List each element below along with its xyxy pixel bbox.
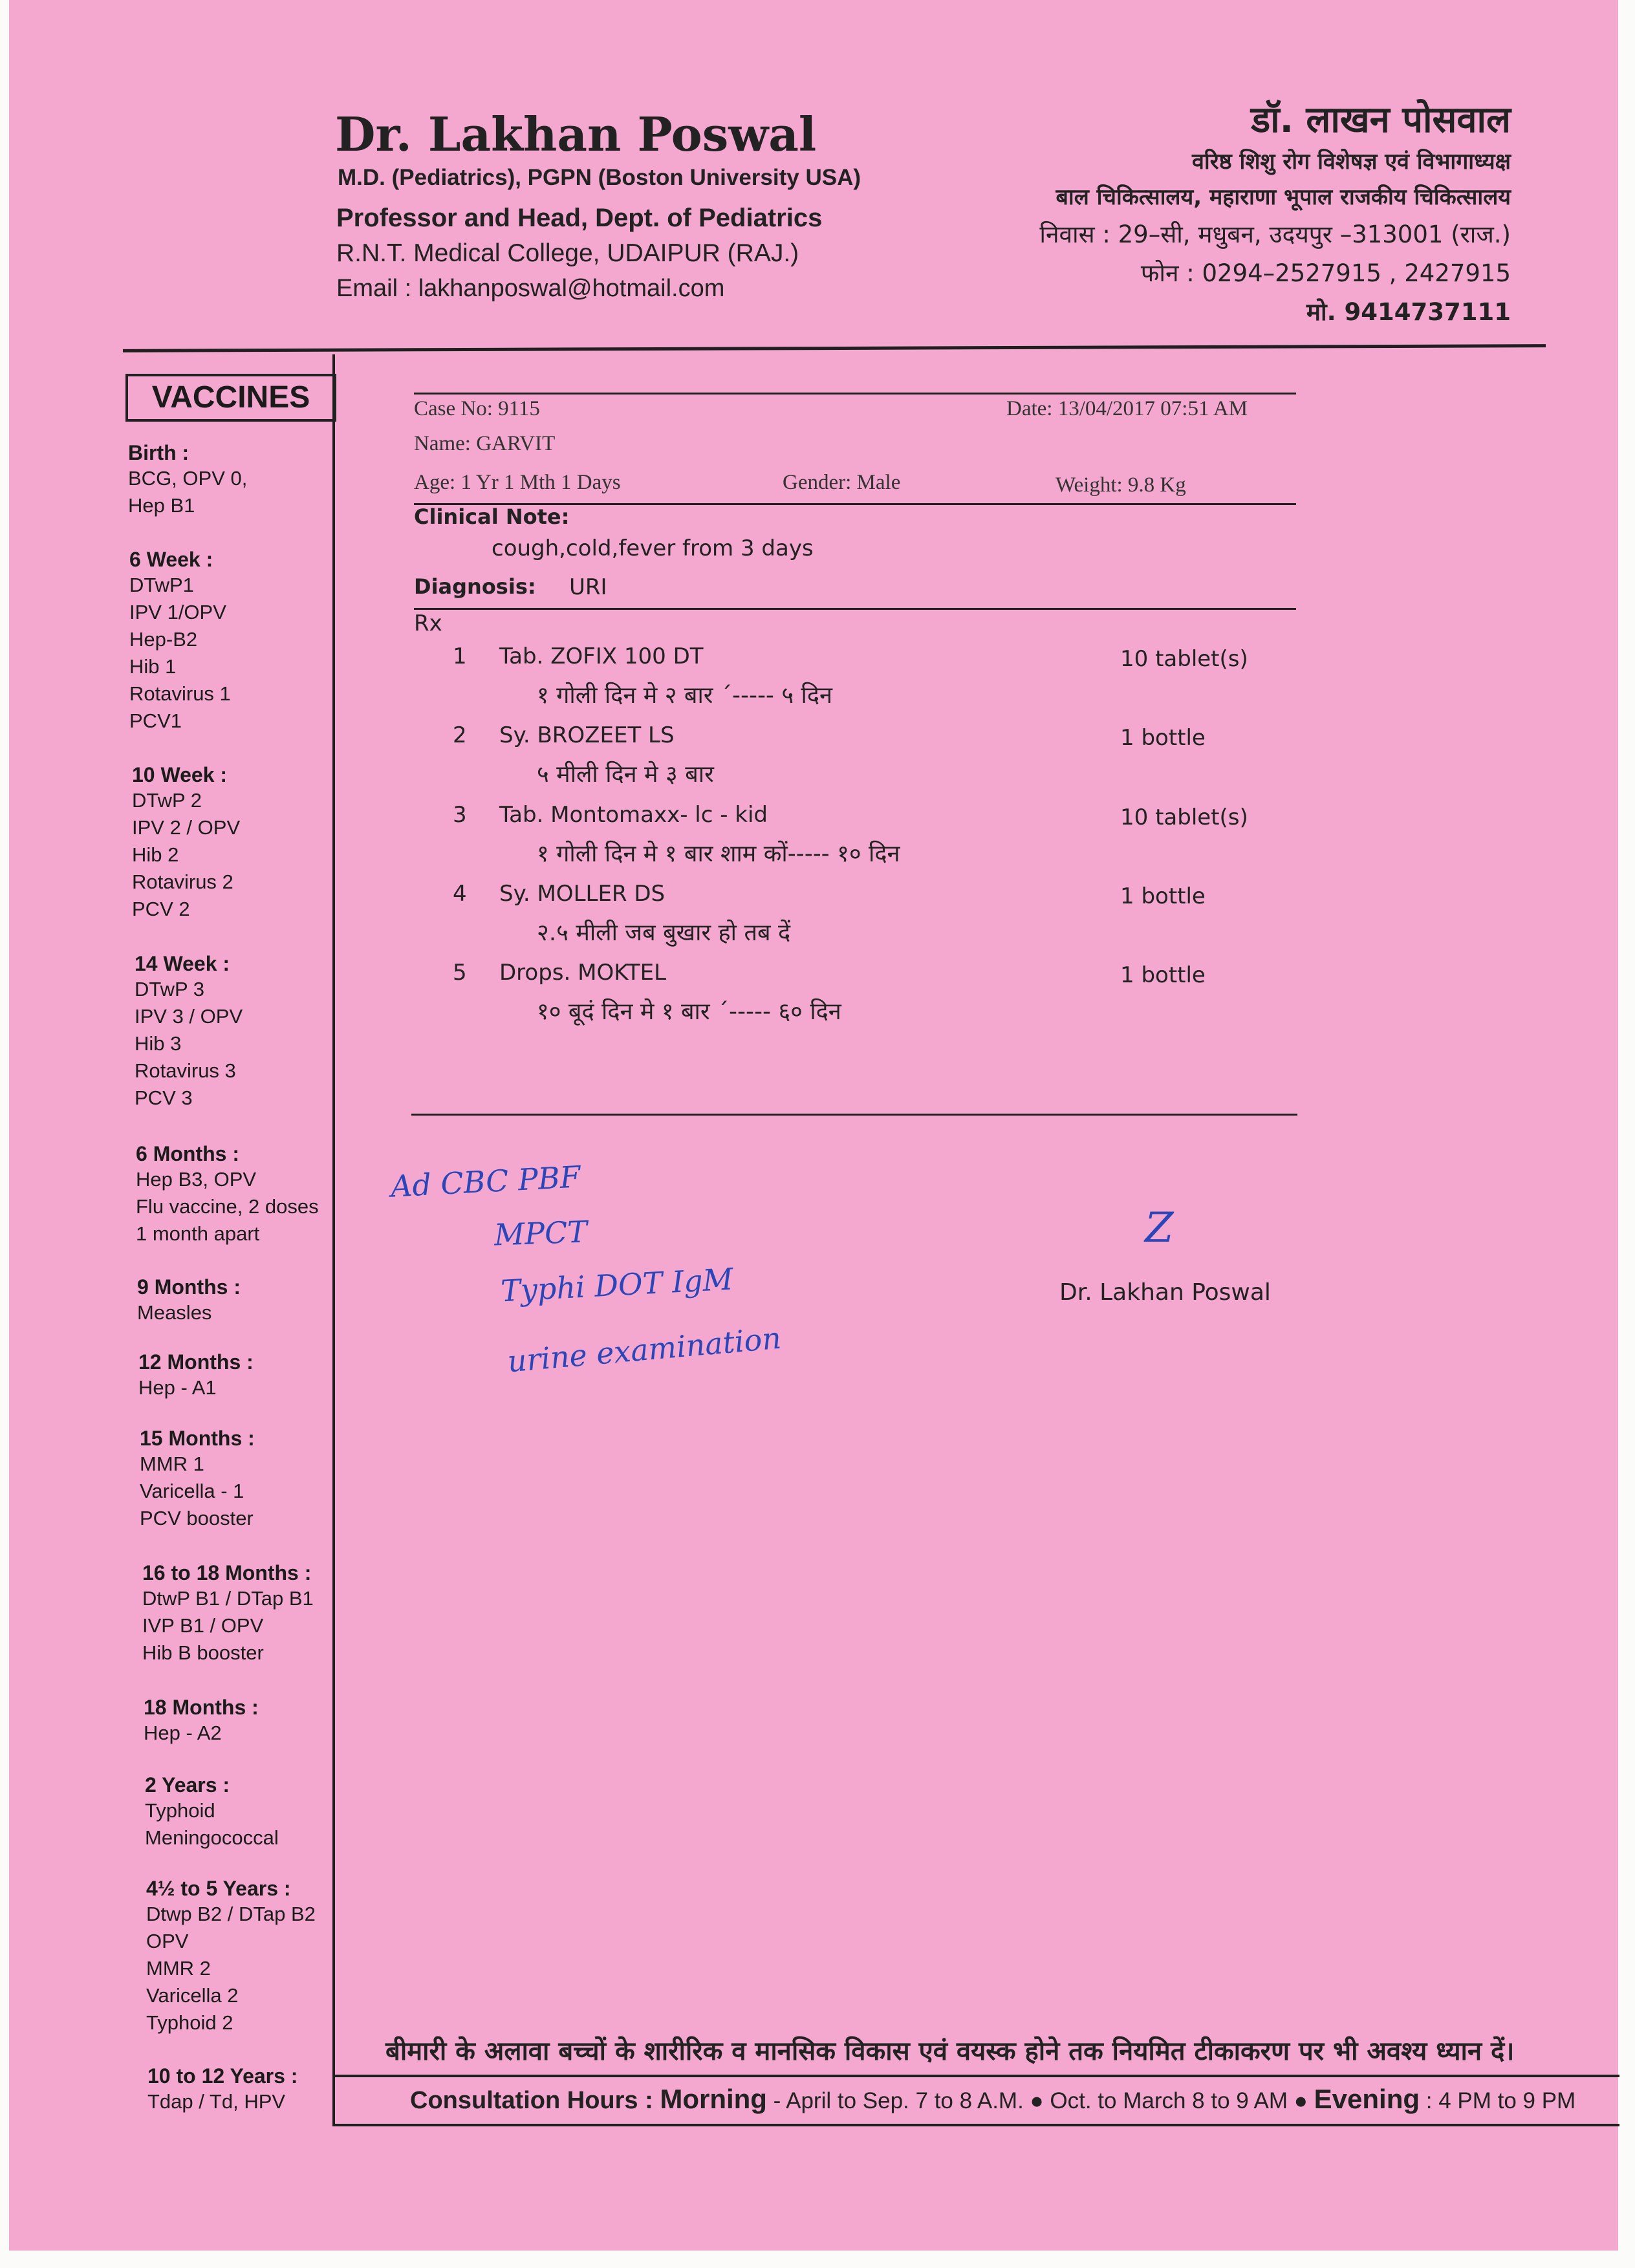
prescription-drug: Sy. BROZEET LS: [499, 722, 675, 748]
vaccine-item: Hib 3: [135, 1032, 182, 1055]
vaccine-item: Hib B booster: [142, 1641, 264, 1664]
doctor-email: Email : lakhanposwal@hotmail.com: [336, 275, 725, 302]
prescription-dosage: २.५ मीली जब बुखार हो तब दें: [537, 920, 791, 946]
patient-age: Age: 1 Yr 1 Mth 1 Days: [414, 471, 621, 494]
handwritten-line: Typhi DOT IgM: [499, 1261, 734, 1309]
vaccine-group-18-months: [144, 1696, 259, 1747]
vaccine-item: Tdap / Td, HPV: [147, 2090, 286, 2113]
vaccine-group-heading: 4½ to 5 Years :: [146, 1877, 291, 1900]
vaccines-title: VACCINES: [125, 374, 336, 422]
vaccine-item: BCG, OPV 0,: [128, 467, 248, 490]
vaccine-item: IVP B1 / OPV: [142, 1614, 264, 1637]
vaccine-group-heading: 10 Week :: [132, 763, 228, 786]
vaccine-item: DtwP B1 / DTap B1: [142, 1587, 314, 1610]
sidebar-divider: [332, 354, 335, 2126]
vaccine-item: IPV 2 / OPV: [132, 816, 241, 839]
prescription-drug: Sy. MOLLER DS: [499, 881, 666, 907]
vaccine-item: Rotavirus 3: [135, 1059, 236, 1082]
clinical-note-label: Clinical Note:: [414, 504, 570, 529]
vaccine-item: Hib 1: [129, 655, 177, 678]
prescription-dosage: १० बूदं दिन मे १ बार ˊ----- ६० दिन: [537, 999, 841, 1025]
doctor-position: Professor and Head, Dept. of Pediatrics: [336, 204, 823, 232]
vaccine-item: PCV 2: [132, 898, 190, 920]
vaccine-item: Hep B1: [128, 494, 195, 517]
handwritten-line: Ad CBC PBF: [389, 1159, 581, 1204]
doctor-name: Dr. Lakhan Poswal: [335, 107, 817, 162]
footer-divider: [332, 2075, 1619, 2077]
vaccine-group-6-months: [136, 1142, 319, 1247]
vaccine-item: Measles: [137, 1301, 212, 1324]
hindi-hospital: बाल चिकित्सालय, महाराणा भूपाल राजकीय चिकित्सालय: [1056, 184, 1511, 210]
vaccine-item: Dtwp B2 / DTap B2: [146, 1903, 316, 1925]
doctor-name-hindi: डॉ. लाखन पोसवाल: [1251, 99, 1511, 141]
prescription-drug: Drops. MOKTEL: [499, 960, 667, 986]
vaccine-group-12-months: [138, 1350, 254, 1401]
vaccine-item: Hep - A1: [138, 1376, 217, 1399]
prescription-end-rule: [411, 1114, 1297, 1116]
prescription-quantity: 1 bottle: [1120, 962, 1206, 988]
vaccine-item: DTwP 3: [135, 978, 204, 1000]
footer-advice: बीमारी के अलावा बच्चों के शारीरिक व मानसिक विकास एवं वयस्क होने तक नियमित टीकाकरण पर भी अवश्य ध्यान दें।: [385, 2036, 1515, 2066]
prescription-quantity: 1 bottle: [1120, 725, 1206, 751]
vaccine-item: PCV booster: [140, 1507, 254, 1529]
vaccine-item: PCV 3: [135, 1086, 193, 1109]
vaccine-item: DTwP 2: [132, 789, 202, 812]
doctor-college: R.N.T. Medical College, UDAIPUR (RAJ.): [336, 239, 799, 267]
prescription-quantity: 10 tablet(s): [1120, 646, 1248, 672]
vaccine-item: IPV 3 / OPV: [135, 1005, 243, 1028]
vaccine-item: PCV1: [129, 709, 182, 732]
prescription-number: 4: [453, 881, 467, 907]
prescription-quantity: 1 bottle: [1120, 883, 1206, 909]
vaccine-group-heading: 18 Months :: [144, 1696, 259, 1719]
vaccine-item: 1 month apart: [136, 1222, 260, 1245]
hindi-address: निवास : 29–सी, मधुबन, उदयपुर –313001 (राज.): [1039, 221, 1511, 248]
vaccine-item: Hep B3, OPV: [136, 1168, 257, 1191]
vaccine-group-9-months: [137, 1275, 241, 1326]
prescription-drug: Tab. Montomaxx- lc - kid: [499, 802, 768, 828]
vaccine-item: Varicella 2: [146, 1984, 239, 2007]
vaccine-item: Hep-B2: [129, 628, 198, 651]
case-top-rule: [414, 393, 1296, 394]
morning-label: Morning: [660, 2084, 767, 2114]
evening-hours: : 4 PM to 9 PM: [1420, 2088, 1576, 2113]
vaccine-group-heading: 12 Months :: [138, 1350, 254, 1374]
vaccine-group-heading: 6 Week :: [129, 548, 213, 571]
hindi-mobile: मो. 9414737111: [1306, 298, 1511, 326]
vaccine-group-heading: 6 Months :: [136, 1142, 239, 1165]
vaccine-group-4-5-years: [146, 1877, 316, 2036]
signature-name: Dr. Lakhan Poswal: [1059, 1279, 1271, 1306]
vaccine-group-6-week: [129, 548, 231, 735]
vaccine-group-14-week: [135, 952, 243, 1112]
vaccine-group-16-18-months: [142, 1561, 314, 1667]
patient-weight: Weight: 9.8 Kg: [1056, 473, 1186, 497]
prescription-drug: Tab. ZOFIX 100 DT: [499, 643, 704, 669]
vaccine-group-15-months: [140, 1427, 255, 1532]
vaccine-item: Meningococcal: [145, 1826, 279, 1849]
patient-gender: Gender: Male: [783, 471, 901, 494]
prescription-quantity: 10 tablet(s): [1120, 805, 1248, 830]
vaccine-item: MMR 2: [146, 1957, 211, 1980]
vaccine-group-heading: 9 Months :: [137, 1275, 241, 1299]
prescription-dosage: १ गोली दिन मे २ बार ˊ----- ५ दिन: [537, 682, 832, 709]
consultation-hours-label: Consultation Hours :: [410, 2087, 653, 2114]
vaccine-item: Rotavirus 1: [129, 682, 231, 705]
vaccine-item: Flu vaccine, 2 doses: [136, 1195, 319, 1218]
evening-label: Evening: [1314, 2084, 1420, 2114]
prescription-sheet: [9, 0, 1618, 2251]
vaccine-group-10-week: [132, 763, 240, 923]
vaccine-group-2-years: [145, 1773, 279, 1852]
prescription-number: 3: [453, 802, 467, 828]
prescription-number: 2: [453, 722, 467, 748]
case-number: Case No: 9115: [414, 397, 540, 420]
vaccine-item: DTwP1: [129, 574, 194, 596]
vaccine-group-birth: [128, 441, 247, 519]
vaccine-item: Hib 2: [132, 843, 179, 866]
vaccine-item: Varicella - 1: [140, 1480, 244, 1502]
header-divider: [123, 344, 1546, 352]
vaccine-item: Rotavirus 2: [132, 870, 233, 893]
handwritten-line: urine examination: [506, 1320, 783, 1379]
patient-name: Name: GARVIT: [414, 432, 556, 455]
prescription-number: 5: [453, 960, 467, 986]
rx-symbol: Rx: [414, 610, 442, 636]
vaccine-item: OPV: [146, 1930, 189, 1952]
vaccine-item: Hep - A2: [144, 1722, 222, 1744]
clinical-note: cough,cold,fever from 3 days: [492, 535, 814, 561]
handwritten-line: MPCT: [493, 1214, 588, 1253]
vaccine-item: Typhoid: [145, 1799, 215, 1822]
hindi-phone: फोन : 0294–2527915 , 2427915: [1140, 259, 1511, 287]
vaccine-group-heading: 16 to 18 Months :: [142, 1561, 312, 1584]
prescription-dosage: ५ मीली दिन मे ३ बार: [537, 761, 714, 788]
vaccine-group-heading: 10 to 12 Years :: [147, 2064, 298, 2088]
signature-mark: Z: [1145, 1204, 1174, 1252]
vaccine-group-10-12-years: [147, 2064, 298, 2115]
footer-bottom-rule: [332, 2124, 1619, 2126]
diagnosis-value: URI: [569, 574, 607, 600]
hindi-designation: वरिष्ठ शिशु रोग विशेषज्ञ एवं विभागाध्यक्ष: [1192, 149, 1511, 175]
vaccine-item: Typhoid 2: [146, 2011, 233, 2034]
case-date: Date: 13/04/2017 07:51 AM: [1006, 397, 1248, 420]
prescription-number: 1: [453, 643, 467, 669]
prescription-dosage: १ गोली दिन मे १ बार शाम कों----- १० दिन: [537, 841, 900, 867]
vaccine-group-heading: 2 Years :: [145, 1773, 230, 1797]
vaccine-item: IPV 1/OPV: [129, 601, 226, 623]
doctor-qualification: M.D. (Pediatrics), PGPN (Boston University USA): [338, 165, 861, 190]
vaccine-group-heading: 14 Week :: [135, 952, 230, 975]
diagnosis-rule: [414, 608, 1296, 610]
vaccine-item: MMR 1: [140, 1453, 204, 1475]
consultation-hours: [410, 2084, 1575, 2115]
vaccine-group-heading: 15 Months :: [140, 1427, 255, 1450]
vaccine-group-heading: Birth :: [128, 441, 189, 464]
diagnosis-label: Diagnosis:: [414, 574, 536, 599]
morning-hours: - April to Sep. 7 to 8 A.M. ● Oct. to March 8 to 9 AM ●: [766, 2088, 1314, 2113]
